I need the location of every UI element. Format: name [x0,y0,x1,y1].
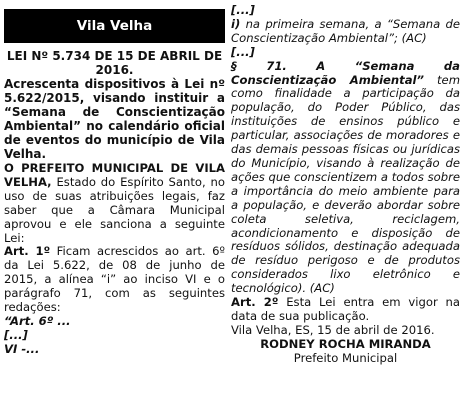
law-title: LEI Nº 5.734 DE 15 DE ABRIL DE 2016. [6,49,223,77]
left-column [4,0,225,357]
article-1 [4,245,225,315]
ellipsis-3: [...] [231,44,255,59]
article-1-text: Ficam acrescidos ao art. 6º da Lei 5.622, de 08 de junho de 2015, a alínea “i” ao inciso VI e o parágrafo 71, com as seguintes redações: [4,244,225,315]
alinea-i [231,18,460,46]
city-header-title: Vila Velha [76,18,153,34]
ellipsis-2: [...] [231,3,255,17]
right-column [231,0,460,366]
city-header [4,9,225,43]
quoted-article-6: “Art. 6º ... [4,313,71,328]
alinea-i-text: na primeira semana, a “Semana de Conscientização Ambiental”; (AC) [231,16,460,45]
paragraph-71-label: § 71. A “Semana da Conscientização Ambiental” [231,58,460,87]
signer-role: Prefeito Municipal [293,350,398,365]
place-date: Vila Velha, ES, 15 de abril de 2016. [231,322,435,337]
ellipsis-1: [...] [4,327,28,342]
paragraph-71 [231,60,460,296]
inciso-vi: VI -... [4,341,40,356]
law-intro [4,162,225,245]
alinea-i-label: i) [231,16,241,31]
law-intro-authority: O PREFEITO MUNICIPAL DE VILA VELHA, [4,161,225,189]
law-ementa: Acrescenta dispositivos à Lei nº 5.622/2015, visando instituir a “Semana de Conscientização Ambiental” no calendário oficial de eventos do município de Vila Velha. [4,77,225,161]
article-1-label: Art. 1º [4,244,51,259]
article-2-text: Esta Lei entra em vigor na data de sua publicação. [231,295,460,323]
signer-name: RODNEY ROCHA MIRANDA [260,336,431,351]
paragraph-71-text: tem como finalidade a participação da população, do Poder Público, das instituições de ensinos público e particular, associações de moradores e das demais pessoas físicas ou jurídicas do Município, visando à realização de ações que conscientizem a todos sobre a importância do meio ambiente para a população, e deverão abordar sobre coleta seletiva, reciclagem, acondicionamento e disposição de resíduos sólidos, destinação adequada de resíduo perigoso e de produtos considerados lixo eletrônico e tecnológico). (AC) [231,72,460,296]
article-2 [231,296,460,324]
article-2-label: Art. 2º [231,295,279,310]
law-intro-text: Estado do Espírito Santo, no uso de suas atribuições legais, faz saber que a Câmara Municipal aprovou e ele sanciona a seguinte Lei: [4,174,225,245]
